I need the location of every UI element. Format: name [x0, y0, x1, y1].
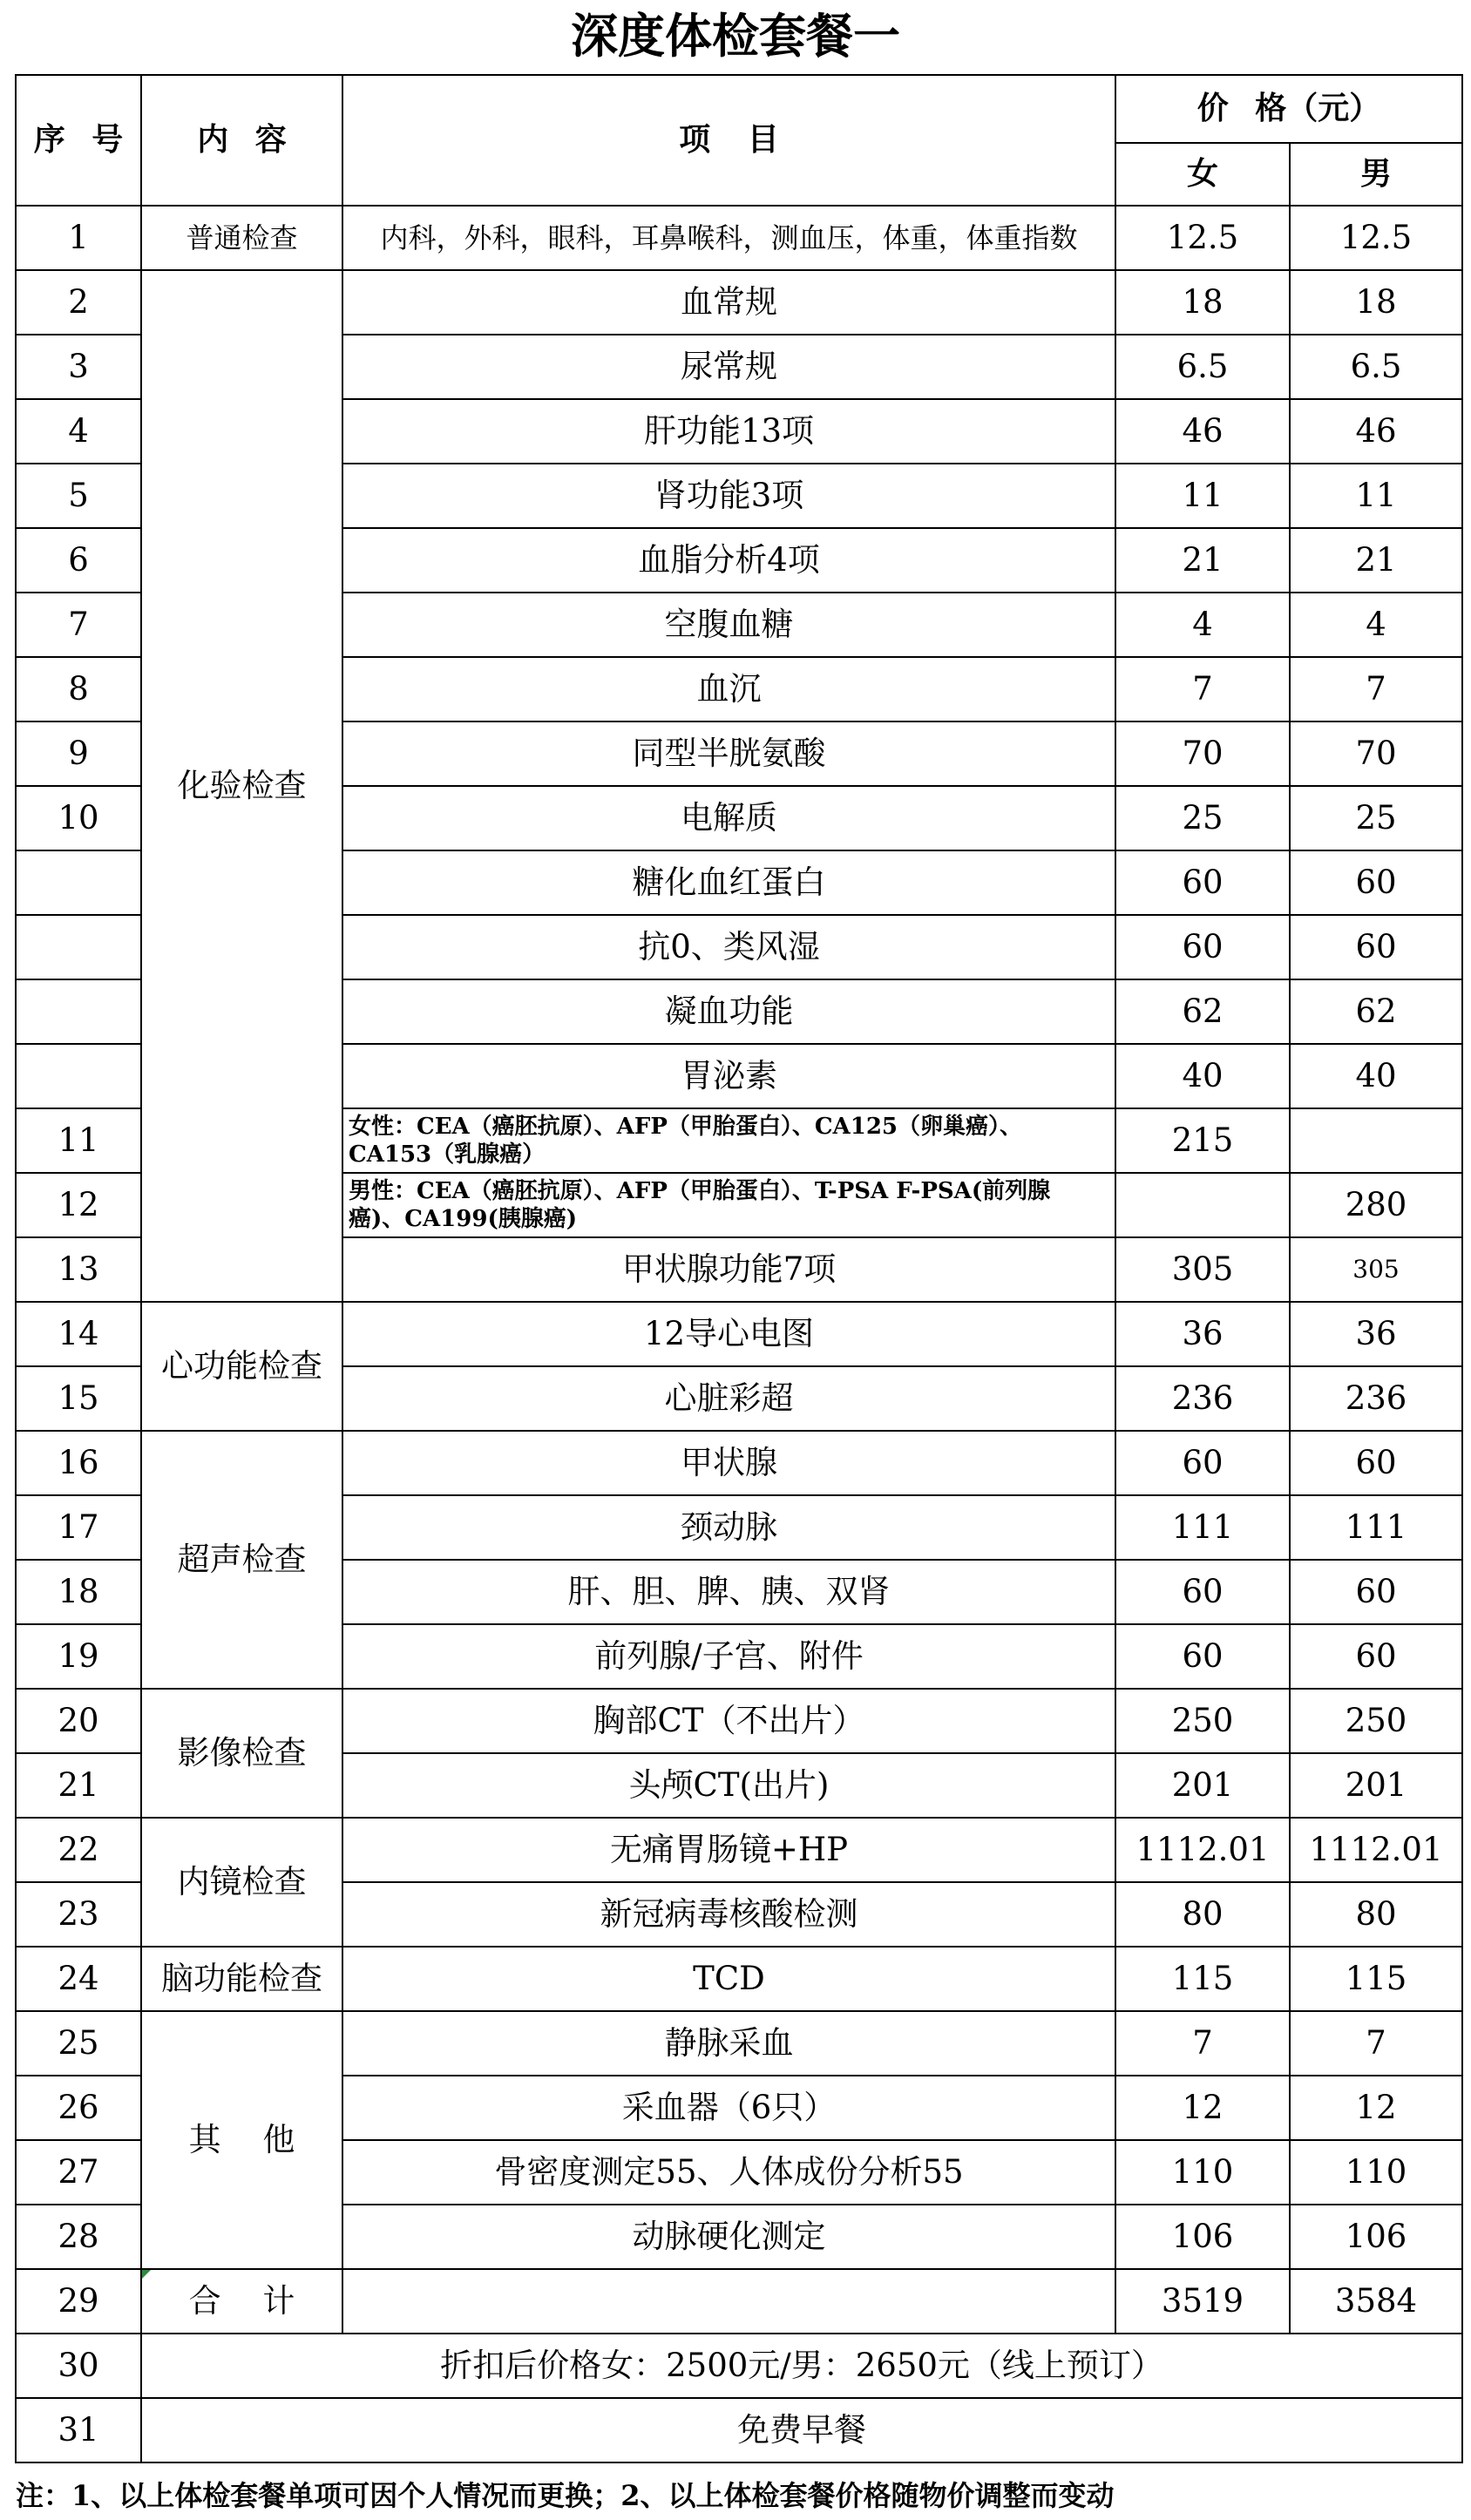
item-cell: 胃泌素: [342, 1044, 1115, 1108]
price-female-cell: 46: [1115, 399, 1290, 464]
row-number-cell: 16: [16, 1431, 141, 1495]
price-female-cell: 12.5: [1115, 206, 1290, 270]
table-row: [16, 1302, 1462, 1366]
price-female-cell: 250: [1115, 1689, 1290, 1753]
item-cell: 心脏彩超: [342, 1366, 1115, 1431]
item-cell: 同型半胱氨酸: [342, 721, 1115, 786]
row-number-cell: 24: [16, 1947, 141, 2011]
item-cell: 甲状腺功能7项: [342, 1237, 1115, 1302]
row-number-cell: 17: [16, 1495, 141, 1560]
item-cell: 新冠病毒核酸检测: [342, 1882, 1115, 1947]
row-number-cell: 14: [16, 1302, 141, 1366]
summary-text-cell: 免费早餐: [141, 2398, 1462, 2462]
page-title: 深度体检套餐一: [571, 8, 900, 64]
row-number-cell: 6: [16, 528, 141, 593]
price-male-cell: 60: [1290, 1560, 1462, 1624]
price-male-cell: 80: [1290, 1882, 1462, 1947]
total-male-cell: 3584: [1290, 2269, 1462, 2334]
price-male-cell: 62: [1290, 979, 1462, 1044]
row-number-cell: 2: [16, 270, 141, 335]
price-female-cell: 215: [1115, 1108, 1290, 1173]
row-number-cell: 22: [16, 1818, 141, 1882]
item-cell: 头颅CT(出片): [342, 1753, 1115, 1818]
price-female-cell: 110: [1115, 2140, 1290, 2205]
price-male-cell: 25: [1290, 786, 1462, 850]
row-number-cell: 18: [16, 1560, 141, 1624]
row-number-cell: 5: [16, 464, 141, 528]
row-number-cell: 9: [16, 721, 141, 786]
price-female-cell: 7: [1115, 657, 1290, 721]
row-number-cell: [16, 979, 141, 1044]
table-row: [16, 206, 1462, 270]
item-cell: 颈动脉: [342, 1495, 1115, 1560]
header-price: 价 格（元）: [1115, 75, 1462, 143]
price-male-cell: 236: [1290, 1366, 1462, 1431]
summary-row: [16, 2398, 1462, 2462]
table-row: [16, 270, 1462, 335]
row-number-cell: 20: [16, 1689, 141, 1753]
category-cell: 内镜检查: [141, 1818, 342, 1947]
table-row: [16, 1818, 1462, 1882]
price-male-cell: 36: [1290, 1302, 1462, 1366]
price-female-cell: 60: [1115, 1624, 1290, 1689]
item-cell: 凝血功能: [342, 979, 1115, 1044]
row-number-cell: 23: [16, 1882, 141, 1947]
header-row: [16, 75, 1462, 143]
item-cell: 动脉硬化测定: [342, 2205, 1115, 2269]
item-cell: 骨密度测定55、人体成份分析55: [342, 2140, 1115, 2205]
category-cell: 脑功能检查: [141, 1947, 342, 2011]
price-male-cell: 201: [1290, 1753, 1462, 1818]
price-female-cell: 201: [1115, 1753, 1290, 1818]
item-cell: 静脉采血: [342, 2011, 1115, 2076]
price-female-cell: 1112.01: [1115, 1818, 1290, 1882]
header-female: 女: [1115, 143, 1290, 206]
footnote: 注：1、以上体检套餐单项可因个人情况而更换；2、以上体检套餐价格随物价调整而变动: [16, 2479, 1115, 2512]
item-cell: 血脂分析4项: [342, 528, 1115, 593]
price-female-cell: 62: [1115, 979, 1290, 1044]
price-female-cell: 25: [1115, 786, 1290, 850]
price-female-cell: 60: [1115, 1560, 1290, 1624]
price-male-cell: 60: [1290, 1431, 1462, 1495]
item-cell: 肝功能13项: [342, 399, 1115, 464]
item-line: CA153（乳腺癌）: [349, 1141, 546, 1168]
price-female-cell: 60: [1115, 1431, 1290, 1495]
row-number-cell: 26: [16, 2076, 141, 2140]
price-male-cell: 250: [1290, 1689, 1462, 1753]
item-cell: 糖化血红蛋白: [342, 850, 1115, 915]
total-label-cell: [141, 2269, 342, 2334]
price-male-cell: 305: [1290, 1237, 1462, 1302]
row-number-cell: 19: [16, 1624, 141, 1689]
price-female-cell: 36: [1115, 1302, 1290, 1366]
header-category: 内 容: [141, 75, 342, 206]
summary-text-cell: 折扣后价格女：2500元/男：2650元（线上预订）: [141, 2334, 1462, 2398]
price-male-cell: 110: [1290, 2140, 1462, 2205]
price-female-cell: 7: [1115, 2011, 1290, 2076]
row-number-cell: 13: [16, 1237, 141, 1302]
header-item: 项 目: [342, 75, 1115, 206]
category-cell: 影像检查: [141, 1689, 342, 1818]
row-number-cell: 27: [16, 2140, 141, 2205]
item-cell: 前列腺/子宫、附件: [342, 1624, 1115, 1689]
price-female-cell: 40: [1115, 1044, 1290, 1108]
item-cell: 采血器（6只）: [342, 2076, 1115, 2140]
item-cell: 尿常规: [342, 335, 1115, 399]
price-female-cell: 111: [1115, 1495, 1290, 1560]
item-line: 女性：CEA（癌胚抗原）、AFP（甲胎蛋白）、CA125（卵巢癌）、: [349, 1114, 1023, 1140]
price-female-cell: 60: [1115, 850, 1290, 915]
table-body: [16, 206, 1462, 2462]
row-number-cell: 3: [16, 335, 141, 399]
price-female-cell: 70: [1115, 721, 1290, 786]
cell-comment-indicator-icon: [142, 2270, 151, 2279]
price-male-cell: 106: [1290, 2205, 1462, 2269]
item-cell: 肝、胆、脾、胰、双肾: [342, 1560, 1115, 1624]
price-male-cell: 70: [1290, 721, 1462, 786]
table-row: [16, 1947, 1462, 2011]
price-male-cell: 7: [1290, 2011, 1462, 2076]
price-male-cell: 4: [1290, 593, 1462, 657]
header-male: 男: [1290, 143, 1462, 206]
price-female-cell: 106: [1115, 2205, 1290, 2269]
row-number-cell: 10: [16, 786, 141, 850]
price-female-cell: 12: [1115, 2076, 1290, 2140]
price-male-cell: 115: [1290, 1947, 1462, 2011]
price-female-cell: 115: [1115, 1947, 1290, 2011]
item-cell: 电解质: [342, 786, 1115, 850]
row-number-cell: 1: [16, 206, 141, 270]
item-cell: [342, 1108, 1115, 1173]
category-cell: 其 他: [141, 2011, 342, 2269]
row-number-cell: [16, 1044, 141, 1108]
price-female-cell: 4: [1115, 593, 1290, 657]
table-row: [16, 1431, 1462, 1495]
price-female-cell: 18: [1115, 270, 1290, 335]
total-row: [16, 2269, 1462, 2334]
price-male-cell: 18: [1290, 270, 1462, 335]
row-number-cell: 12: [16, 1173, 141, 1237]
item-cell: 12导心电图: [342, 1302, 1115, 1366]
row-number-cell: 4: [16, 399, 141, 464]
item-cell: 血常规: [342, 270, 1115, 335]
price-male-cell: 40: [1290, 1044, 1462, 1108]
item-cell: 甲状腺: [342, 1431, 1115, 1495]
item-cell: 空腹血糖: [342, 593, 1115, 657]
row-number-cell: 8: [16, 657, 141, 721]
row-number-cell: 30: [16, 2334, 141, 2398]
price-male-cell: 46: [1290, 399, 1462, 464]
total-label: 合 计: [188, 2281, 295, 2320]
category-cell: 超声检查: [141, 1431, 342, 1689]
row-number-cell: 31: [16, 2398, 141, 2462]
item-cell: 抗0、类风湿: [342, 915, 1115, 979]
price-male-cell: 21: [1290, 528, 1462, 593]
item-cell: 无痛胃肠镜+HP: [342, 1818, 1115, 1882]
price-female-cell: 236: [1115, 1366, 1290, 1431]
total-female-cell: 3519: [1115, 2269, 1290, 2334]
price-male-cell: 12: [1290, 2076, 1462, 2140]
item-cell: 肾功能3项: [342, 464, 1115, 528]
price-female-cell: 11: [1115, 464, 1290, 528]
price-female-cell: 305: [1115, 1237, 1290, 1302]
row-number-cell: 29: [16, 2269, 141, 2334]
price-male-cell: 60: [1290, 915, 1462, 979]
price-male-cell: [1290, 1108, 1462, 1173]
item-line: 癌)、CA199(胰腺癌): [349, 1206, 578, 1232]
price-male-cell: 7: [1290, 657, 1462, 721]
table-row: [16, 2011, 1462, 2076]
table-header: [16, 75, 1462, 206]
row-number-cell: 11: [16, 1108, 141, 1173]
item-cell: [342, 2269, 1115, 2334]
category-cell: 心功能检查: [141, 1302, 342, 1431]
price-male-cell: 6.5: [1290, 335, 1462, 399]
table-row: [16, 1689, 1462, 1753]
price-female-cell: 21: [1115, 528, 1290, 593]
price-male-cell: 111: [1290, 1495, 1462, 1560]
row-number-cell: [16, 850, 141, 915]
price-male-cell: 12.5: [1290, 206, 1462, 270]
row-number-cell: 21: [16, 1753, 141, 1818]
item-cell: 胸部CT（不出片）: [342, 1689, 1115, 1753]
price-male-cell: 280: [1290, 1173, 1462, 1237]
header-index: 序 号: [16, 75, 141, 206]
row-number-cell: 25: [16, 2011, 141, 2076]
price-male-cell: 60: [1290, 1624, 1462, 1689]
category-cell: 普通检查: [141, 206, 342, 270]
price-male-cell: 11: [1290, 464, 1462, 528]
item-cell: 血沉: [342, 657, 1115, 721]
row-number-cell: [16, 915, 141, 979]
price-female-cell: 60: [1115, 915, 1290, 979]
package-price-table: [15, 74, 1463, 2463]
row-number-cell: 28: [16, 2205, 141, 2269]
item-line: 男性：CEA（癌胚抗原）、AFP（甲胎蛋白）、T-PSA F-PSA(前列腺: [349, 1178, 1051, 1204]
row-number-cell: 15: [16, 1366, 141, 1431]
item-cell: [342, 1173, 1115, 1237]
price-male-cell: 1112.01: [1290, 1818, 1462, 1882]
summary-row: [16, 2334, 1462, 2398]
price-male-cell: 60: [1290, 850, 1462, 915]
item-cell: 内科，外科，眼科，耳鼻喉科，测血压，体重，体重指数: [342, 206, 1115, 270]
price-female-cell: [1115, 1173, 1290, 1237]
price-female-cell: 6.5: [1115, 335, 1290, 399]
row-number-cell: 7: [16, 593, 141, 657]
category-cell: 化验检查: [141, 270, 342, 1302]
price-female-cell: 80: [1115, 1882, 1290, 1947]
item-cell: TCD: [342, 1947, 1115, 2011]
